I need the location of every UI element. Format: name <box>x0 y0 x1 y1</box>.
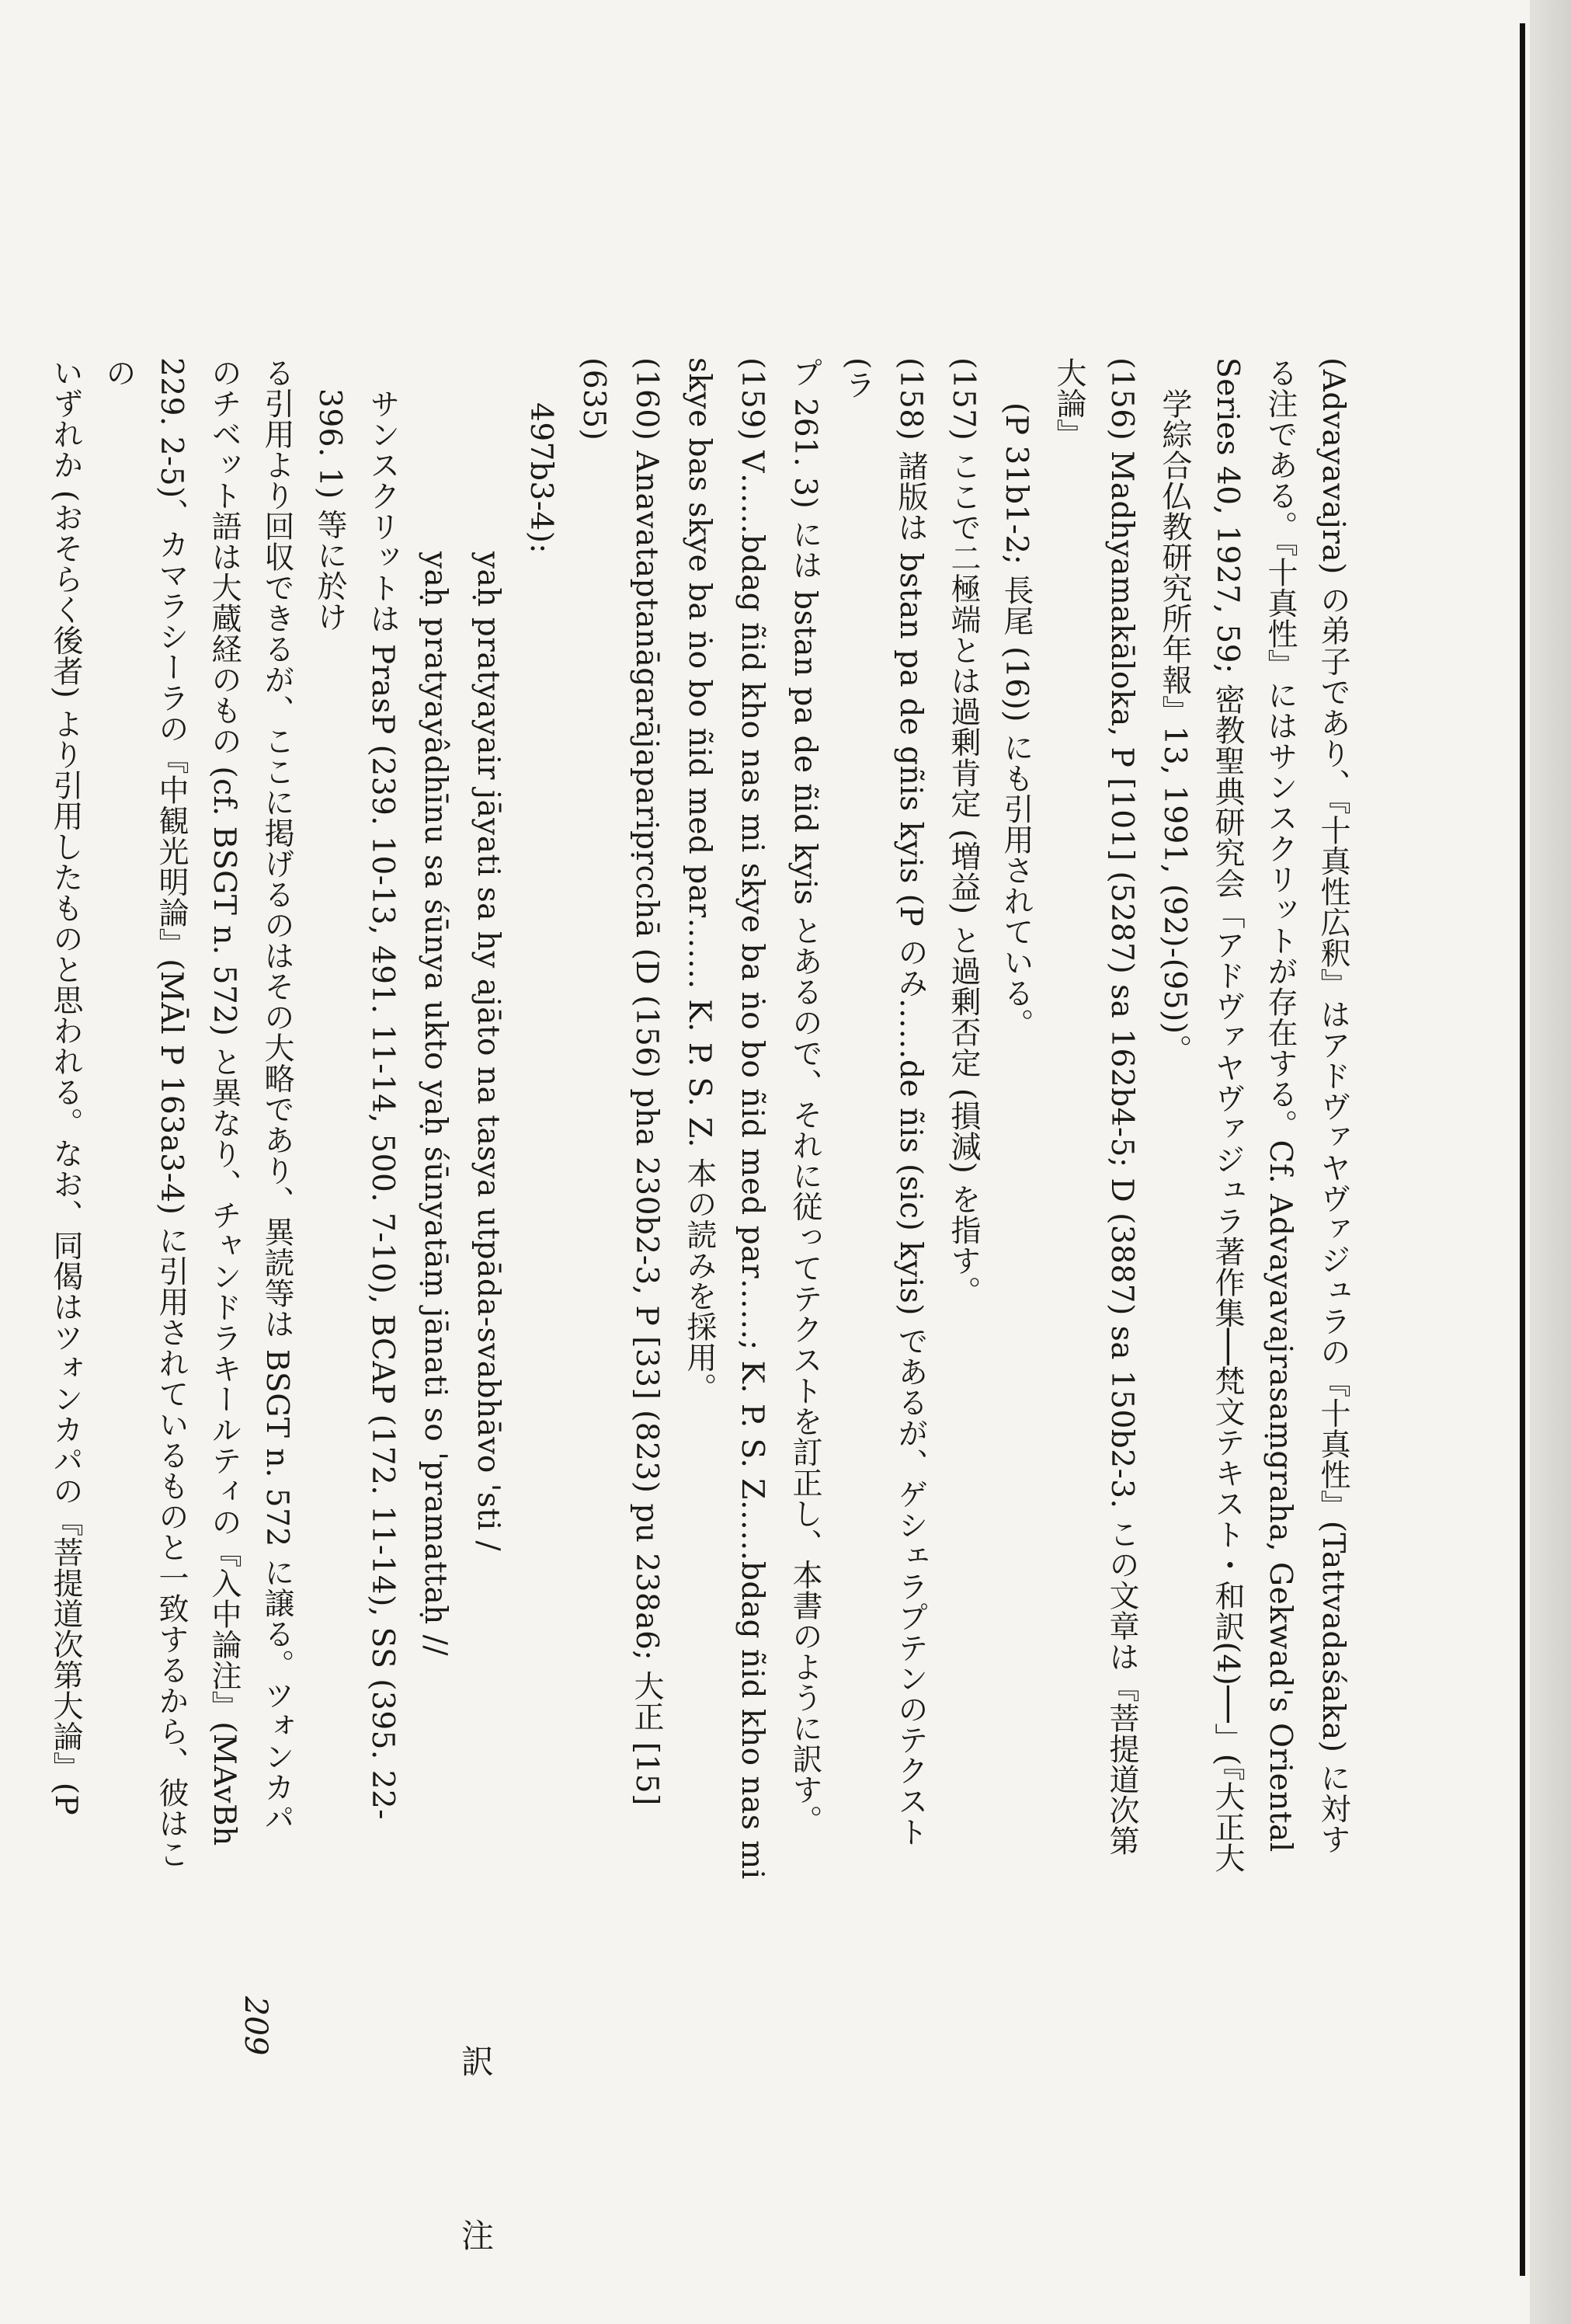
note-157: (157) ここで二極端とは過剰肯定 (増益) と過剰否定 (損減) を指す。 <box>946 357 981 1307</box>
verse-line-1: yaḥ pratyayair jāyati sa hy ajāto na tasya utpāda-svabhāvo 'sti / <box>471 551 506 1552</box>
note-159: (159) V……bdag ñid kho nas mi skye ba ṅo bo ñid med par……; K. P. S. Z……bdag ñid kho nas mi <box>735 357 770 1880</box>
page-edge-rule <box>1520 23 1525 2276</box>
verse-line-2: yaḥ pratyayâdhīnu sa śūnya ukto yaḥ śūnyatāṃ jānati so 'pramattaḥ // <box>418 551 453 1656</box>
text-line-19: 229. 2-5)、カマラシーラの『中観光明論』(MĀl P 163a3-4) に引用されているものと一致するから、彼はこの <box>101 357 189 1870</box>
page-number: 209 <box>238 1996 273 2056</box>
text-line-1: (Advayavajra) の弟子であり、『十真性広釈』はアドヴァヤヴァジュラの『十真性』(Tattvadaśaka) に対す <box>1316 357 1350 1855</box>
text-line-2: る注である。『十真性』にはサンスクリットが存在する。Cf. Advayavajrasaṃgraha, Gekwad's Oriental <box>1263 357 1298 1853</box>
text-line-11: skye bas skye ba ṅo bo ñid med par……. K. P. S. Z. 本の読みを採用。 <box>682 357 717 1404</box>
note-156: (156) Madhyamakāloka, P [101] (5287) sa 162b4-5; D (3887) sa 150b2-3. この文章は『菩提道次第大論』 <box>1051 357 1139 1856</box>
text-line-6: (P 31b1-2; 長尾 (16)) にも引用されている。 <box>999 402 1034 1039</box>
text-line-13: 497b3-4): <box>523 402 558 555</box>
note-158: (158) 諸版は bstan pa de gñis kyis (P のみ……de ñis (sic) kyis) であるが、ゲシェラプテンのテクスト (ラ <box>840 357 928 1848</box>
text-line-9: プ 261. 3) には bstan pa de ñid kyis とあるので、それに従ってテクストを訂正し、本書のように訳す。 <box>787 357 822 1836</box>
note-160: (160) Anavataptanāgarājaparipṛcchā (D (156) pha 230b2-3, P [33] (823) pu 238a6; 大正 [15] (635) <box>576 357 664 1806</box>
text-line-3: Series 40, 1927, 59; 密教聖典研究会「アドヴァヤヴァジュラ著作集──梵文テキスト・和訳(4)──」(『大正大 <box>1210 357 1245 1873</box>
vertical-text-body <box>48 357 1359 1880</box>
text-line-20: いずれか (おそらく後者) より引用したものと思われる。なお、同偈はツォンカパの『菩提道次第大論』(P <box>48 357 83 1816</box>
text-line-16: サンスクリットは PrasP (239. 10-13, 491. 11-14, 500. 7-10), BCAP (172. 11-14), SS (395. 22-396. 1) 等に於け <box>312 388 400 1820</box>
text-line-17: る引用より回収できるが、ここに掲げるのはその大略であり、異読等は BSGT n. 572 に譲る。ツォンカパ <box>259 357 294 1834</box>
text-line-4: 学綜合仏教研究所年報』13, 1991, (92)-(95))。 <box>1157 388 1192 1065</box>
running-head: 訳 注 <box>457 2044 495 2305</box>
page-edge-shadow <box>1530 0 1571 2324</box>
text-line-18: のチベット語は大蔵経のもの (cf. BSGT n. 572) と異なり、チャンドラキールティの『入中論注』(MAvBh <box>207 357 242 1846</box>
